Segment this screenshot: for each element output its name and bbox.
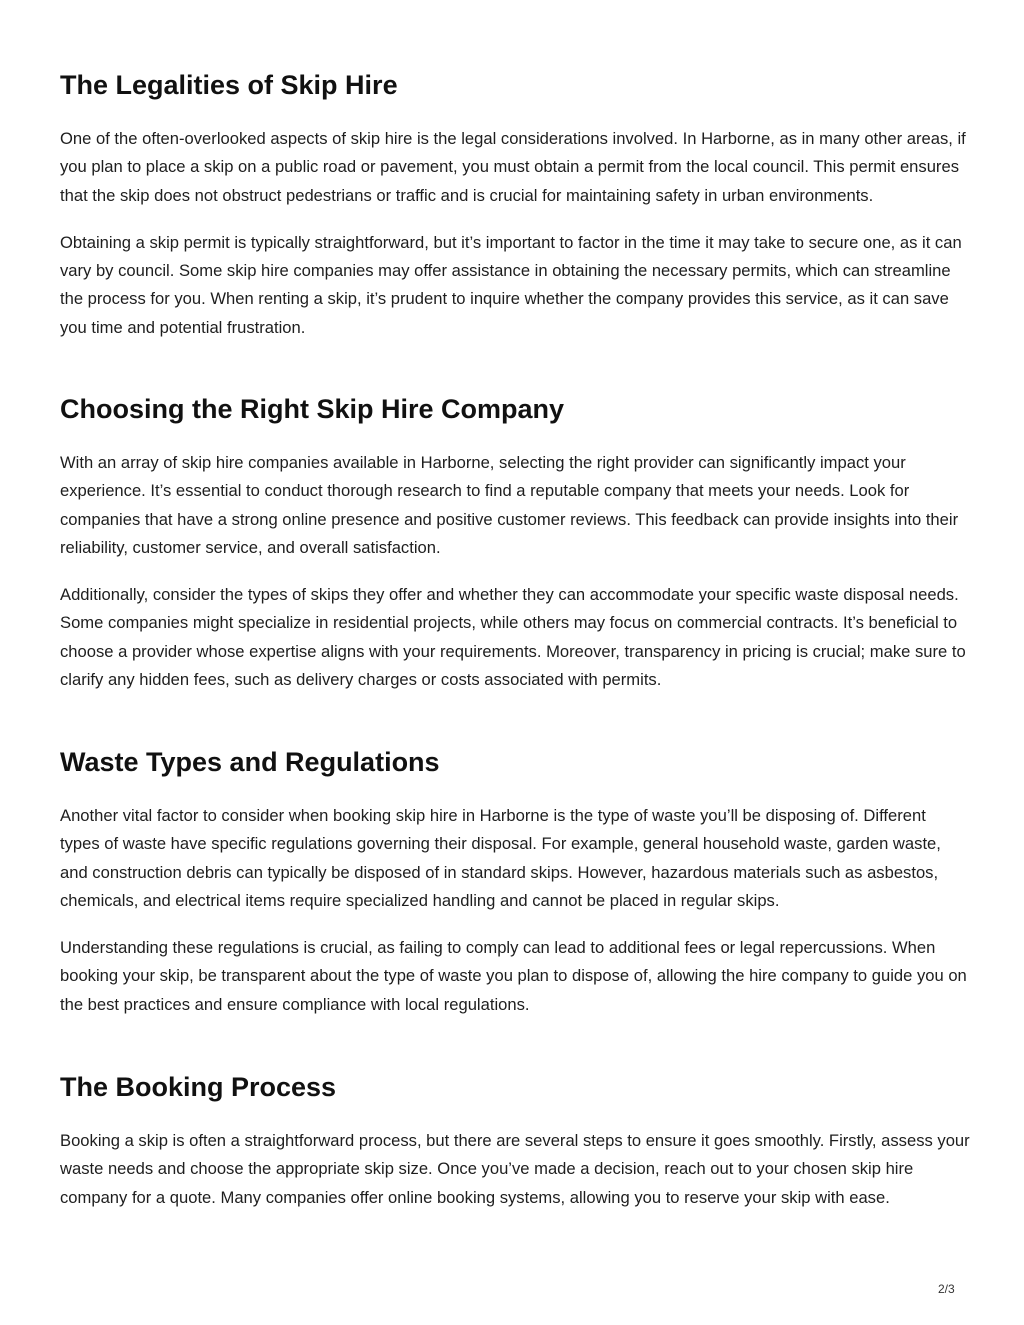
paragraph: Additionally, consider the types of skips they offer and whether they can accommodate your specific waste disposal needs. Some companies might specialize in residential projects, while others may focus on commercial contracts. It’s beneficial to choose a provider whose expertise aligns with your requirements. Moreover, transparency in pricing is crucial; make sure to clarify any hidden fees, such as delivery charges or costs associated with permits. <box>60 585 966 690</box>
paragraph: With an array of skip hire companies available in Harborne, selecting the right provider can significantly impact your experience. It’s essential to conduct thorough research to find a reputable company that meets your needs. Look for companies that have a strong online presence and positive customer reviews. This feedback can provide insights into their reliability, customer service, and overall satisfaction. <box>60 453 959 557</box>
paragraph: One of the often-overlooked aspects of skip hire is the legal considerations involved. In Harborne, as in many other areas, if you plan to place a skip on a public road or pavement, you must obtain a permit from the local council. This permit ensures that the skip does not obstruct pedestrians or traffic and is crucial for maintaining safety in urban environments. <box>60 129 966 205</box>
paragraph: Another vital factor to consider when booking skip hire in Harborne is the type of waste you’ll be disposing of. Different types of waste have specific regulations governing their disposal. For example, general household waste, garden waste, and construction debris can typically be disposed of in standard skips. However, hazardous materials such as asbestos, chemicals, and electrical items require specialized handling and cannot be placed in regular skips. <box>60 806 941 910</box>
page-number: 2/3 <box>938 1282 955 1296</box>
section-booking-process <box>60 1070 970 1212</box>
section-legalities <box>60 68 970 342</box>
section-waste-types <box>60 745 970 1019</box>
paragraph: Obtaining a skip permit is typically straightforward, but it’s important to factor in the time it may take to secure one, as it can vary by council. Some skip hire companies may offer assistance in obtaining the necessary permits, which can streamline the process for you. When renting a skip, it’s prudent to inquire whether the company provides this service, as it can save you time and potential frustration. <box>60 232 962 337</box>
paragraph: Understanding these regulations is crucial, as failing to comply can lead to additional fees or legal repercussions. When booking your skip, be transparent about the type of waste you plan to dispose of, allowing the hire company to guide you on the best practices and ensure compliance with local regulations. <box>60 938 967 1014</box>
paragraph: Booking a skip is often a straightforward process, but there are several steps to ensure it goes smoothly. Firstly, assess your waste needs and choose the appropriate skip size. Once you’ve made a decision, reach out to your chosen skip hire company for a quote. Many companies offer online booking systems, allowing you to reserve your skip with ease. <box>60 1131 970 1207</box>
section-heading: Choosing the Right Skip Hire Company <box>60 394 565 424</box>
section-heading: Waste Types and Regulations <box>60 747 440 777</box>
section-heading: The Legalities of Skip Hire <box>60 70 398 100</box>
section-choosing-company <box>60 392 970 694</box>
section-heading: The Booking Process <box>60 1072 337 1102</box>
